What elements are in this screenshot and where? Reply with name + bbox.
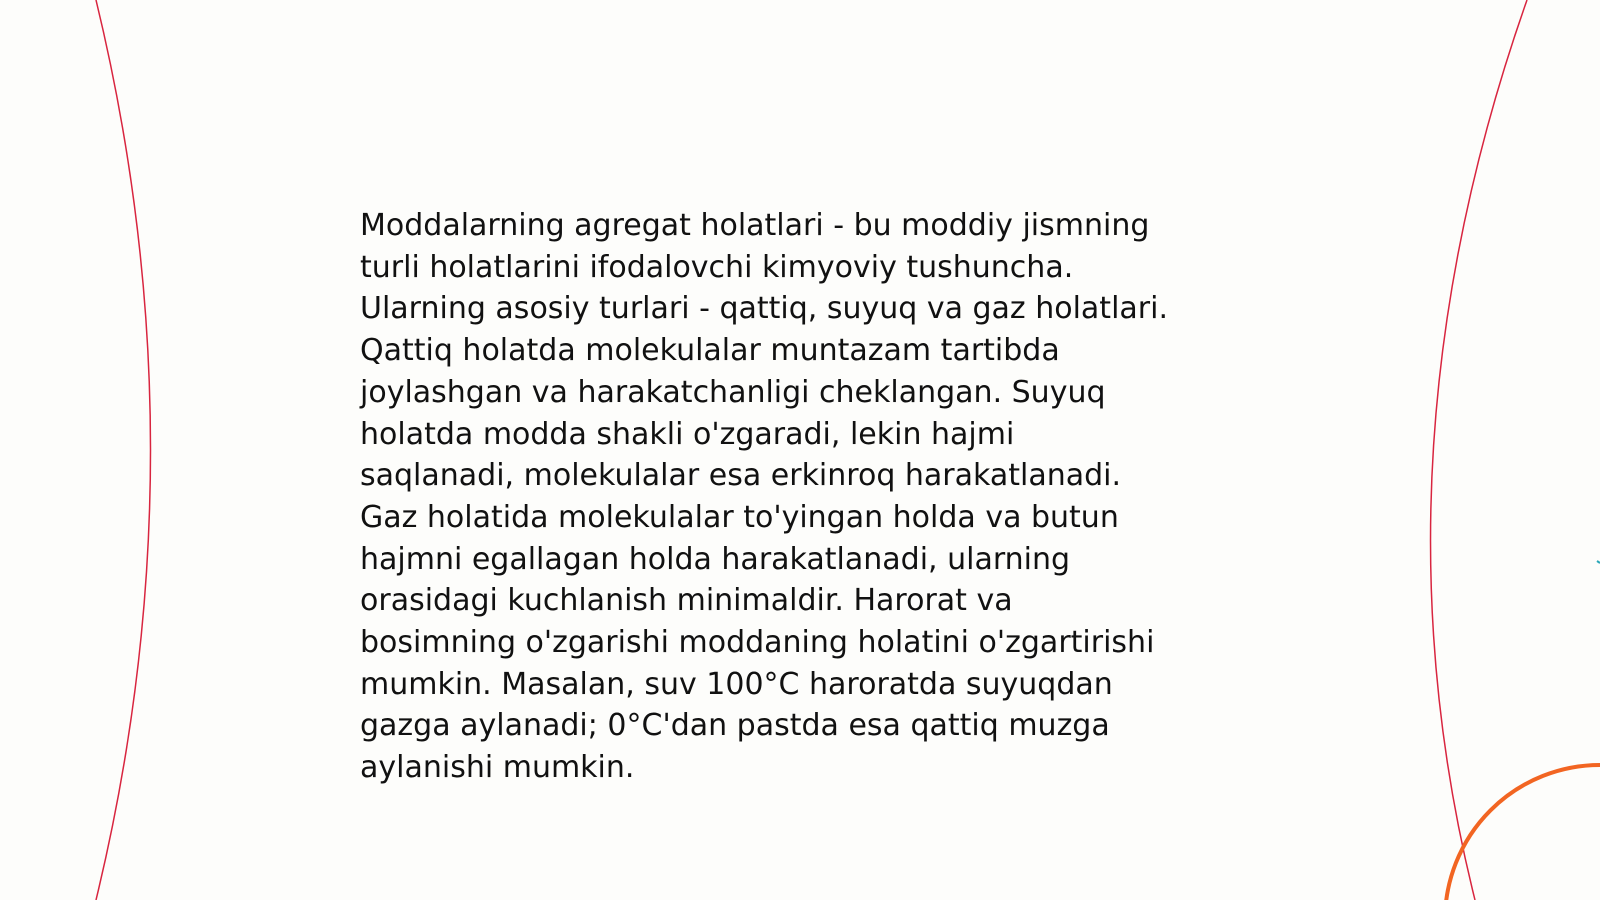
right-red-curve — [1431, 0, 1527, 900]
body-paragraph: Moddalarning agregat holatlari - bu moddiy jismning turli holatlarini ifodalovchi kimyoviy tushuncha. Ularning asosiy turlari - qattiq, suyuq va gaz holatlari. Qattiq holatda molekulalar muntazam tartibda joylashgan va harakatchanligi cheklangan. Suyuq holatda modda shakli o'zgaradi, lekin hajmi saqlanadi, molekulalar esa erkinroq harakatlanadi. Gaz holatida molekulalar to'yingan holda va butun hajmni egallagan holda harakatlanadi, ularning orasidagi kuchlanish minimaldir. Harorat va bosimning o'zgarishi moddaning holatini o'zgartirishi mumkin. Masalan, suv 100°C haroratda suyuqdan gazga aylanadi; 0°C'dan pastda esa qattiq muzga aylanishi mumkin. — [360, 208, 1168, 786]
left-red-curve — [96, 0, 151, 900]
orange-circle-arc — [1445, 765, 1600, 900]
